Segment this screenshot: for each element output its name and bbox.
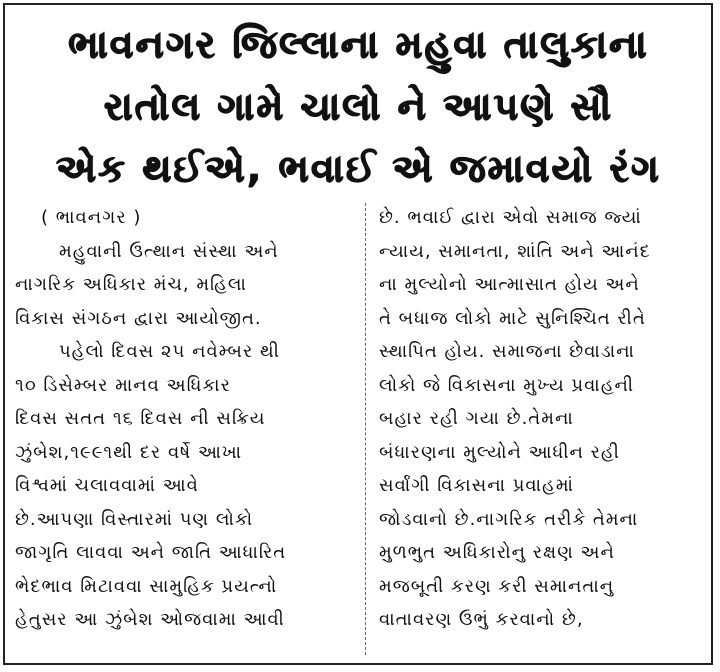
article-line: સ્થાપિત હોય. સમાજના છેવાડાના bbox=[379, 341, 635, 362]
article-line: પહેલો દિવસ ૨૫ નવેમ્બર થી bbox=[59, 341, 280, 362]
article-line: ના મુલ્યોનો આત્માસાત હોય અને bbox=[379, 274, 640, 295]
headline-line-3: એક થઈએ, ભવાઈ એ જમાવયો રંગ bbox=[55, 146, 661, 190]
article-line: વિકાસ સંગઠન દ્વારા આયોજીત. bbox=[15, 307, 262, 329]
article-line: ૧૦ ડિસેમ્બર માનવ અધિકાર bbox=[15, 374, 231, 396]
article-line: મુળભુત અધિકારોનુ રક્ષણ અને bbox=[379, 542, 615, 563]
article-line: તે બધાજ લોકો માટે સુનિશ્ચિત રીતે bbox=[379, 307, 646, 329]
article-line: સર્વાંગી વિકાસના પ્રવાહમાં bbox=[379, 475, 574, 496]
article-column-left bbox=[15, 201, 355, 637]
article-line: વાતાવરણ ઉભું કરવાનો છે, bbox=[379, 609, 584, 630]
article-line: ન્યાય, સમાનતા, શાંતિ અને આનંદ bbox=[379, 240, 651, 262]
headline bbox=[5, 13, 711, 199]
news-clipping bbox=[3, 3, 713, 665]
article-line: બહાર રહી ગયા છે.તેમના bbox=[379, 408, 574, 429]
dateline: ( ભાવનગર ) bbox=[41, 207, 142, 228]
headline-line-2: રાતોલ ગામે ચાલો ને આપણે સૌ bbox=[103, 84, 613, 128]
article-line: નાગરિક અધિકાર મંચ, મહિલા bbox=[15, 274, 247, 295]
column-divider bbox=[365, 203, 366, 655]
article-line: બંધારણના મુલ્યોને આધીન રહી bbox=[379, 441, 620, 463]
article-line: વિશ્વમાં ચલાવવામાં આવે bbox=[15, 475, 199, 496]
article-line: દિવસ સતત ૧૬ દિવસ ની સક્રિય bbox=[15, 408, 266, 429]
article-column-right bbox=[379, 201, 705, 637]
article-line: છે. ભવાઈ દ્વારા એવો સમાજ જ્યાં bbox=[379, 207, 642, 228]
headline-line-1: ભાવનગર જિલ્લાના મહુવા તાલુકાના bbox=[67, 22, 649, 66]
article-line: મજબૂતી કરણ કરી સમાનતાનુ bbox=[379, 575, 615, 597]
article-line: છે.આપણા વિસ્તારમાં પણ લોકો bbox=[15, 508, 254, 530]
article-line: જાગૃતિ લાવવા અને જાતિ આધારિત bbox=[15, 542, 287, 563]
article-line: ભેદભાવ મિટાવવા સામુહિક પ્રયત્નો bbox=[15, 575, 278, 597]
article-line: ઝુંબેશ,૧૯૯૧થી દર વર્ષે આખા bbox=[15, 441, 243, 463]
article-line: મહુવાની ઉત્થાન સંસ્થા અને bbox=[59, 240, 279, 262]
article-line: હેતુસર આ ઝુંબેશ ઓજવામા આવી bbox=[15, 609, 285, 630]
article-line: લોકો જે વિકાસના મુખ્ય પ્રવાહની bbox=[379, 374, 635, 396]
article-line: જોડવાનો છે.નાગરિક તરીકે તેમના bbox=[379, 508, 639, 530]
